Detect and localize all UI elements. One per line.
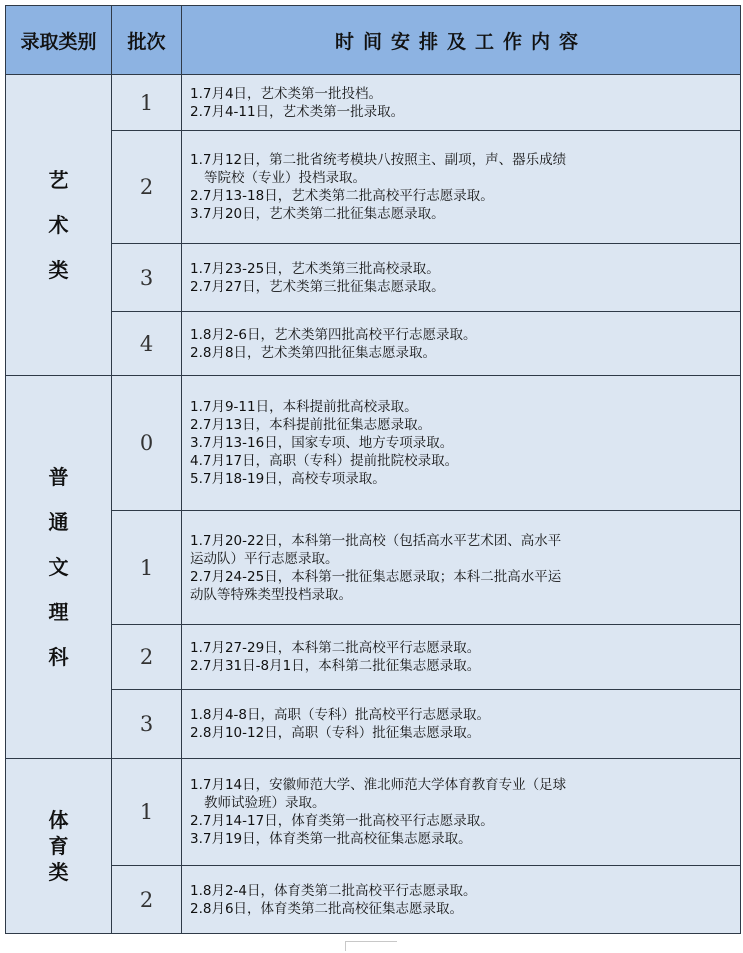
schedule-content bbox=[182, 690, 741, 759]
schedule-line: 等院校（专业）投档录取。 bbox=[204, 170, 366, 186]
schedule-line: 5.7月18-19日，高校专项录取。 bbox=[190, 471, 386, 487]
schedule-content bbox=[182, 131, 741, 244]
schedule-line: 1.7月23-25日，艺术类第三批高校录取。 bbox=[190, 260, 440, 277]
category-sports bbox=[6, 759, 112, 934]
schedule-line: 1.7月9-11日，本科提前批高校录取。 bbox=[190, 399, 418, 415]
category-char: 理 bbox=[48, 599, 69, 624]
schedule-line: 1.7月12日，第二批省统考模块八按照主、副项，声、器乐成绩 bbox=[190, 152, 567, 168]
schedule-content bbox=[182, 244, 741, 312]
schedule-line: 2.8月10-12日，高职（专科）批征集志愿录取。 bbox=[190, 725, 481, 741]
divider bbox=[345, 941, 397, 942]
schedule-content bbox=[182, 312, 741, 376]
category-art bbox=[6, 75, 112, 376]
table-row bbox=[6, 312, 741, 376]
batch-number: 2 bbox=[112, 866, 182, 934]
schedule-line: 1.8月2-4日，体育类第二批高校平行志愿录取。 bbox=[190, 882, 477, 899]
table-row bbox=[6, 866, 741, 934]
schedule-line: 3.7月19日，体育类第一批高校征集志愿录取。 bbox=[190, 831, 472, 847]
schedule-content bbox=[182, 866, 741, 934]
divider bbox=[345, 941, 346, 951]
batch-number: 0 bbox=[112, 376, 182, 511]
category-char: 文 bbox=[48, 554, 69, 579]
table-header-row bbox=[6, 6, 741, 75]
schedule-line: 4.7月17日，高职（专科）提前批院校录取。 bbox=[190, 453, 459, 469]
schedule-content bbox=[182, 511, 741, 625]
batch-number: 1 bbox=[112, 75, 182, 131]
schedule-line: 动队等特殊类型投档录取。 bbox=[190, 586, 352, 603]
category-char: 科 bbox=[48, 644, 69, 669]
batch-number: 3 bbox=[112, 244, 182, 312]
schedule-line: 2.7月24-25日，本科第一批征集志愿录取；本科二批高水平运 bbox=[190, 568, 562, 585]
schedule-line: 2.8月6日，体育类第二批高校征集志愿录取。 bbox=[190, 900, 464, 917]
category-general bbox=[6, 376, 112, 759]
schedule-line: 教师试验班）录取。 bbox=[204, 795, 326, 811]
schedule-line: 2.7月13-18日，艺术类第二批高校平行志愿录取。 bbox=[190, 188, 494, 204]
category-char: 类 bbox=[48, 257, 69, 282]
batch-number: 3 bbox=[112, 690, 182, 759]
header-content: 时间安排及工作内容 bbox=[182, 6, 741, 75]
table-row bbox=[6, 511, 741, 625]
batch-number: 4 bbox=[112, 312, 182, 376]
schedule-line: 1.8月2-6日，艺术类第四批高校平行志愿录取。 bbox=[190, 326, 477, 343]
batch-number: 2 bbox=[112, 131, 182, 244]
table-row bbox=[6, 759, 741, 866]
schedule-content bbox=[182, 759, 741, 866]
schedule-line: 2.7月14-17日，体育类第一批高校平行志愿录取。 bbox=[190, 813, 494, 829]
table-row bbox=[6, 244, 741, 312]
schedule-line: 2.7月31日-8月1日，本科第二批征集志愿录取。 bbox=[190, 658, 481, 674]
schedule-line: 1.7月27-29日，本科第二批高校平行志愿录取。 bbox=[190, 640, 481, 656]
header-category: 录取类别 bbox=[6, 6, 112, 75]
schedule-line: 1.7月20-22日，本科第一批高校（包括高水平艺术团、高水平 bbox=[190, 532, 562, 549]
category-char: 类 bbox=[48, 860, 69, 884]
schedule-line: 2.7月27日，艺术类第三批征集志愿录取。 bbox=[190, 278, 445, 295]
schedule-line: 3.7月13-16日，国家专项、地方专项录取。 bbox=[190, 435, 454, 451]
schedule-line: 1.8月4-8日，高职（专科）批高校平行志愿录取。 bbox=[190, 707, 491, 723]
batch-number: 1 bbox=[112, 511, 182, 625]
schedule-content bbox=[182, 625, 741, 690]
admission-schedule-table bbox=[5, 5, 741, 934]
schedule-line: 1.7月4日，艺术类第一批投档。 bbox=[190, 85, 383, 102]
batch-number: 2 bbox=[112, 625, 182, 690]
schedule-content bbox=[182, 376, 741, 511]
category-char: 普 bbox=[48, 464, 69, 489]
category-char: 艺 bbox=[48, 167, 69, 192]
table-row bbox=[6, 625, 741, 690]
table-row bbox=[6, 690, 741, 759]
category-char: 体 bbox=[48, 808, 69, 832]
batch-number: 1 bbox=[112, 759, 182, 866]
table-row bbox=[6, 376, 741, 511]
schedule-line: 1.7月14日，安徽师范大学、淮北师范大学体育教育专业（足球 bbox=[190, 777, 567, 793]
table-row bbox=[6, 131, 741, 244]
schedule-line: 2.7月13日，本科提前批征集志愿录取。 bbox=[190, 417, 432, 433]
category-char: 育 bbox=[48, 834, 69, 858]
schedule-line: 2.8月8日，艺术类第四批征集志愿录取。 bbox=[190, 344, 437, 361]
table-row bbox=[6, 75, 741, 131]
category-char: 通 bbox=[48, 509, 69, 534]
category-char: 术 bbox=[48, 212, 69, 237]
schedule-content bbox=[182, 75, 741, 131]
schedule-line: 2.7月4-11日，艺术类第一批录取。 bbox=[190, 103, 405, 120]
header-batch: 批次 bbox=[112, 6, 182, 75]
schedule-line: 3.7月20日，艺术类第二批征集志愿录取。 bbox=[190, 206, 445, 222]
schedule-line: 运动队）平行志愿录取。 bbox=[190, 550, 339, 567]
